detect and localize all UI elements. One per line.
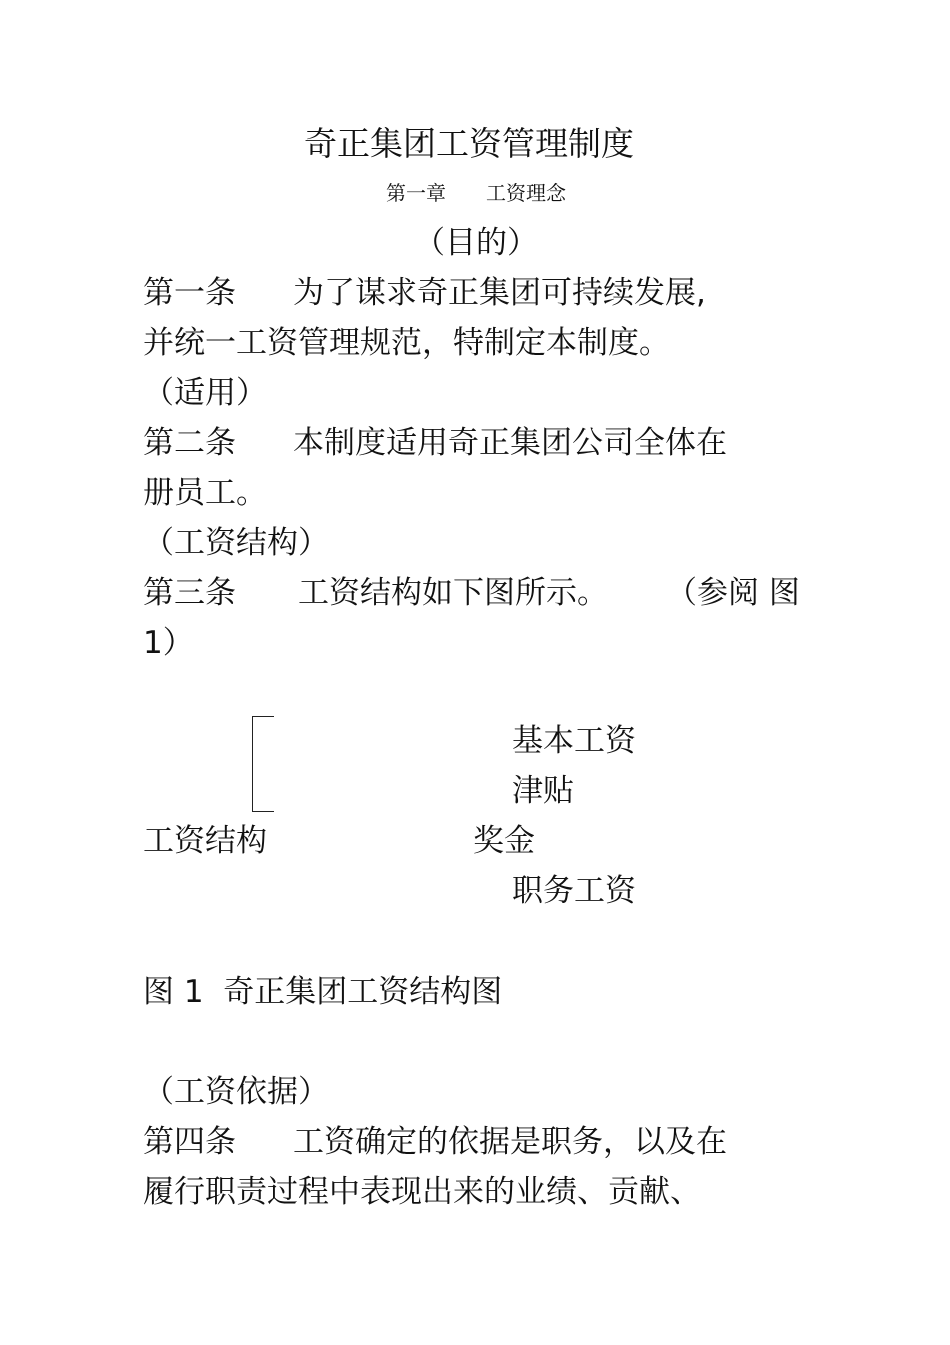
section-heading-purpose: （目的） bbox=[414, 225, 538, 261]
document-title: 奇正集团工资管理制度 bbox=[304, 124, 634, 163]
diagram-bracket bbox=[252, 716, 274, 812]
diagram-item-basic-salary: 基本工资 bbox=[512, 723, 636, 759]
article-1-label: 第一条 bbox=[143, 275, 236, 311]
diagram-root-label: 工资结构 bbox=[143, 823, 267, 859]
article-1-line-1: 为了谋求奇正集团可持续发展, bbox=[293, 275, 706, 311]
figure-caption: 图 1 奇正集团工资结构图 bbox=[143, 974, 503, 1010]
article-3-figure-ref: （参阅 图 bbox=[666, 575, 800, 611]
chapter-number: 第一章 bbox=[386, 181, 446, 205]
diagram-item-bonus: 奖金 bbox=[473, 823, 535, 859]
diagram-item-allowance: 津贴 bbox=[512, 773, 574, 809]
article-2-label: 第二条 bbox=[143, 425, 236, 461]
article-4-label: 第四条 bbox=[143, 1124, 236, 1160]
article-4-line-2: 履行职责过程中表现出来的业绩、贡献、 bbox=[143, 1174, 701, 1210]
diagram-item-position-salary: 职务工资 bbox=[512, 873, 636, 909]
section-heading-structure: （工资结构） bbox=[143, 525, 329, 561]
article-2-line-2: 册员工。 bbox=[143, 475, 267, 511]
article-3-figure-ref-cont: 1） bbox=[143, 625, 194, 661]
section-heading-scope: （适用） bbox=[143, 375, 267, 411]
article-2-line-1: 本制度适用奇正集团公司全体在 bbox=[293, 425, 727, 461]
article-4-line-1: 工资确定的依据是职务，以及在 bbox=[293, 1124, 727, 1160]
article-3-text: 工资结构如下图所示。 bbox=[298, 575, 608, 611]
chapter-name: 工资理念 bbox=[486, 181, 566, 205]
article-1-line-2: 并统一工资管理规范，特制定本制度。 bbox=[143, 325, 670, 361]
article-3-label: 第三条 bbox=[143, 575, 236, 611]
section-heading-basis: （工资依据） bbox=[143, 1074, 329, 1110]
